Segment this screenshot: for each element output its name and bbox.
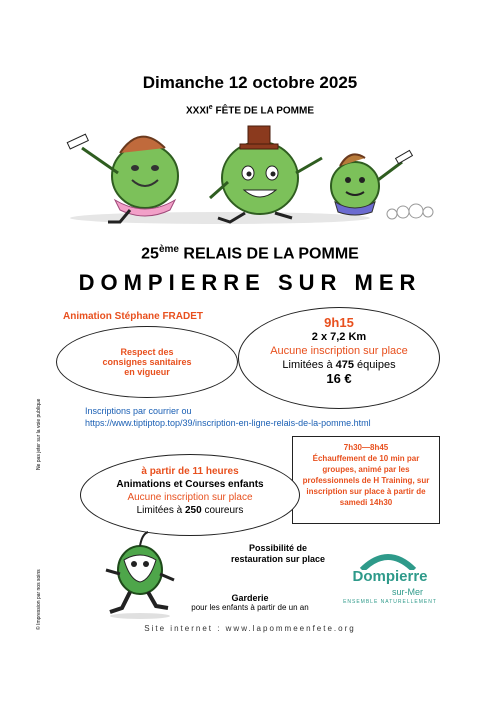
kids-start-time: à partir de 11 heures (141, 466, 239, 477)
logo-sub: sur-Mer (392, 587, 423, 597)
logo-arc-icon (358, 550, 418, 570)
kids-races-ellipse (80, 454, 300, 536)
garderie-text: pour les enfants à partir de un an (191, 603, 309, 612)
relais-suffix: ème (158, 244, 179, 255)
fete-subtitle (0, 104, 500, 116)
kids-limit-prefix: Limitées à (136, 505, 185, 516)
kids-no-inscription: Aucune inscription sur place (127, 492, 253, 503)
kids-limit-value: 250 (184, 505, 202, 516)
restauration-note: Possibilité de restauration sur place (230, 543, 326, 564)
relay-no-inscription: Aucune inscription sur place (270, 345, 408, 357)
relay-limit-suffix: équipes (353, 359, 396, 371)
relay-price: 16 € (326, 371, 352, 386)
dompierre-logo (340, 550, 440, 610)
warmup-box (292, 436, 440, 524)
sanitary-notice-ellipse (56, 326, 238, 398)
animation-credit: Animation Stéphane FRADET (63, 311, 204, 322)
inscription-text: Inscriptions par courrier ou (85, 406, 192, 416)
fete-label: FÊTE DE LA POMME (212, 105, 314, 117)
relais-title (0, 244, 500, 263)
inscription-link[interactable]: https://www.tiptiptop.top/39/inscription-en-ligne-relais-de-la-pomme.html (85, 418, 371, 428)
logo-tagline: ENSEMBLE NATURELLEMENT (343, 599, 437, 605)
kids-limit-suffix: coureurs (201, 505, 244, 516)
inscription-info (85, 405, 371, 429)
sanitary-line: Respect des (120, 347, 174, 357)
running-apples-illustration (60, 118, 440, 228)
side-notice-public-road: Ne pas jeter sur la voie publique (36, 398, 42, 470)
side-notice-print: © Impression par nos soins (36, 569, 42, 630)
fete-suffix: e (208, 104, 213, 111)
relay-limit (239, 358, 439, 372)
relais-number: 25 (141, 245, 159, 263)
apple-runner-hat-icon (210, 126, 322, 222)
warmup-time: 7h30—8h45 (343, 443, 389, 452)
kids-limit (81, 504, 299, 517)
kids-title: Animations et Courses enfants (116, 479, 264, 490)
town-title: DOMPIERRE SUR MER (78, 270, 422, 295)
relay-distance: 2 x 7,2 Km (311, 331, 367, 343)
warmup-text: Échauffement de 10 min par groupes, animé par les professionnels de H Training, sur inscription sur place à partir de samedi 14h30 (302, 454, 430, 507)
relais-label: RELAIS DE LA POMME (178, 245, 359, 263)
relay-start-time: 9h15 (324, 315, 354, 330)
logo-name: Dompierre (352, 568, 428, 585)
apple-runner-girl-icon (67, 134, 178, 222)
fete-number: XXXI (185, 105, 209, 117)
apple-runner-small-icon (331, 150, 433, 219)
sanitary-line: en vigueur (124, 367, 170, 377)
website-line[interactable]: Site internet : www.lapommeenfete.org (144, 624, 356, 633)
sanitary-line: consignes sanitaires (102, 357, 192, 367)
relay-limit-prefix: Limitées à (282, 359, 336, 371)
event-date: Dimanche 12 octobre 2025 (142, 73, 358, 92)
relay-schedule-ellipse (238, 307, 440, 409)
relay-limit-value: 475 (335, 359, 354, 371)
garderie-title: Garderie (231, 593, 269, 603)
